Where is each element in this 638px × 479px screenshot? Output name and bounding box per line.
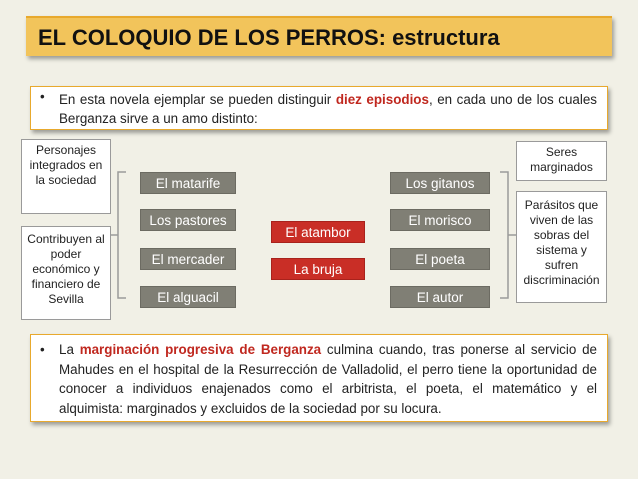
- episode-matarife: El matarife: [140, 172, 236, 194]
- conclusion-text: [59, 340, 597, 418]
- intro-text-after: , en cada uno de los cuales Berganza sirve a un amo distinto:: [59, 92, 597, 126]
- conclusion-text-after: culmina cuando, tras ponerse al servicio de Mahudes en el hospital de la Resurrección de Valladolid, el perro tiene la oportunidad de conocer a individuos enajenados como el arbitrista, el poeta, el matemático y el alquimista: marginados y excluidos de la sociedad por su locura.: [59, 342, 597, 416]
- episode-gitanos: Los gitanos: [390, 172, 490, 194]
- bullet-icon: •: [40, 342, 45, 357]
- episode-atambor: El atambor: [271, 221, 365, 243]
- episode-morisco: El morisco: [390, 209, 490, 231]
- episode-autor: El autor: [390, 286, 490, 308]
- conclusion-textbox: [30, 334, 608, 422]
- intro-highlight: diez episodios: [335, 92, 429, 107]
- right-note-marginalized: Seres marginados: [516, 141, 607, 181]
- intro-text-before: En esta novela ejemplar se pueden distinguir: [59, 92, 336, 107]
- right-note-parasites: Parásitos que viven de las sobras del sistema y sufren discriminación: [516, 191, 607, 303]
- episode-poeta: El poeta: [390, 248, 490, 270]
- left-note-integrated: Personajes integrados en la sociedad: [21, 139, 111, 214]
- episode-bruja: La bruja: [271, 258, 365, 280]
- episode-alguacil: El alguacil: [140, 286, 236, 308]
- episode-mercader: El mercader: [140, 248, 236, 270]
- episode-pastores: Los pastores: [140, 209, 236, 231]
- slide-title: EL COLOQUIO DE LOS PERROS: estructura: [26, 16, 612, 56]
- left-note-economic: Contribuyen al poder económico y financiero de Sevilla: [21, 226, 111, 320]
- conclusion-text-before: La: [59, 342, 80, 357]
- conclusion-highlight: marginación progresiva de Berganza: [79, 342, 322, 357]
- bullet-icon: •: [40, 89, 45, 104]
